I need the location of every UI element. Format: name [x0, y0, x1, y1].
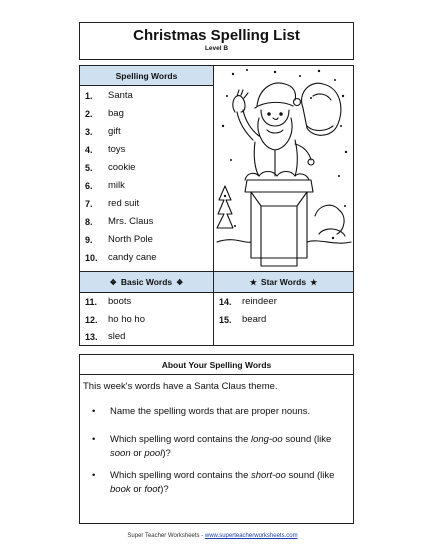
word-number: 1. [85, 91, 93, 101]
question-text: Name the spelling words that are proper nouns. [110, 406, 311, 417]
basic-words-column [80, 293, 214, 345]
word-number: 12. [85, 315, 98, 325]
word-text: bag [108, 108, 124, 119]
diamond-icon: ❖ [109, 278, 117, 287]
word-number: 9. [85, 235, 93, 245]
bonus-words-header-row [80, 271, 353, 293]
bullet-icon: • [92, 406, 96, 417]
word-number: 5. [85, 163, 93, 173]
word-text: beard [242, 314, 267, 325]
word-text: milk [108, 180, 125, 191]
word-text: cookie [108, 162, 136, 173]
footer-text: Super Teacher Worksheets - [127, 533, 205, 539]
word-number: 11. [85, 297, 98, 307]
diamond-icon: ❖ [176, 278, 184, 287]
spelling-words-header: Spelling Words [80, 66, 213, 86]
question-text: Which spelling word contains the long-oo sound (like soon or pool)? [110, 434, 332, 459]
word-number: 10. [85, 253, 98, 263]
footer-link[interactable]: www.superteacherworksheets.com [204, 533, 298, 539]
star-words-label: Star Words [260, 277, 307, 287]
word-text: ho ho ho [108, 314, 145, 325]
star-icon: ★ [249, 278, 257, 287]
word-number: 4. [85, 145, 93, 155]
spelling-words-column [80, 66, 214, 271]
word-text: toys [108, 144, 126, 155]
bullet-icon: • [92, 470, 96, 481]
word-number: 8. [85, 217, 93, 227]
word-number: 3. [85, 127, 93, 137]
bullet-icon: • [92, 434, 96, 445]
bonus-words-columns [80, 293, 353, 345]
word-number: 7. [85, 199, 93, 209]
word-number: 15. [219, 315, 232, 325]
word-text: gift [108, 126, 121, 137]
footer [0, 533, 425, 539]
question-text: Which spelling word contains the short-oo sound (like book or foot)? [110, 470, 335, 495]
about-intro: This week's words have a Santa Claus theme. [83, 381, 278, 392]
santa-chimney-illustration [215, 66, 353, 271]
star-icon: ★ [310, 278, 318, 287]
basic-words-header [80, 272, 214, 292]
word-number: 13. [85, 332, 98, 342]
title-box [79, 22, 354, 60]
star-words-header [214, 272, 353, 292]
word-number: 6. [85, 181, 93, 191]
word-text: sled [108, 331, 126, 342]
word-list-box [79, 65, 354, 346]
level-label: Level B [204, 45, 229, 52]
word-text: North Pole [108, 234, 153, 245]
word-text: Santa [108, 90, 133, 101]
basic-words-label: Basic Words [120, 277, 173, 287]
star-words-column [214, 293, 353, 345]
word-text: boots [108, 296, 132, 307]
santa-drawing [215, 66, 353, 271]
word-text: candy cane [108, 252, 157, 263]
word-number: 2. [85, 109, 93, 119]
word-text: Mrs. Claus [108, 216, 154, 227]
page-title: Christmas Spelling List [133, 27, 300, 44]
about-header: About Your Spelling Words [80, 355, 353, 375]
about-box [79, 354, 354, 524]
word-number: 14. [219, 297, 232, 307]
word-text: red suit [108, 198, 140, 209]
word-text: reindeer [242, 296, 277, 307]
